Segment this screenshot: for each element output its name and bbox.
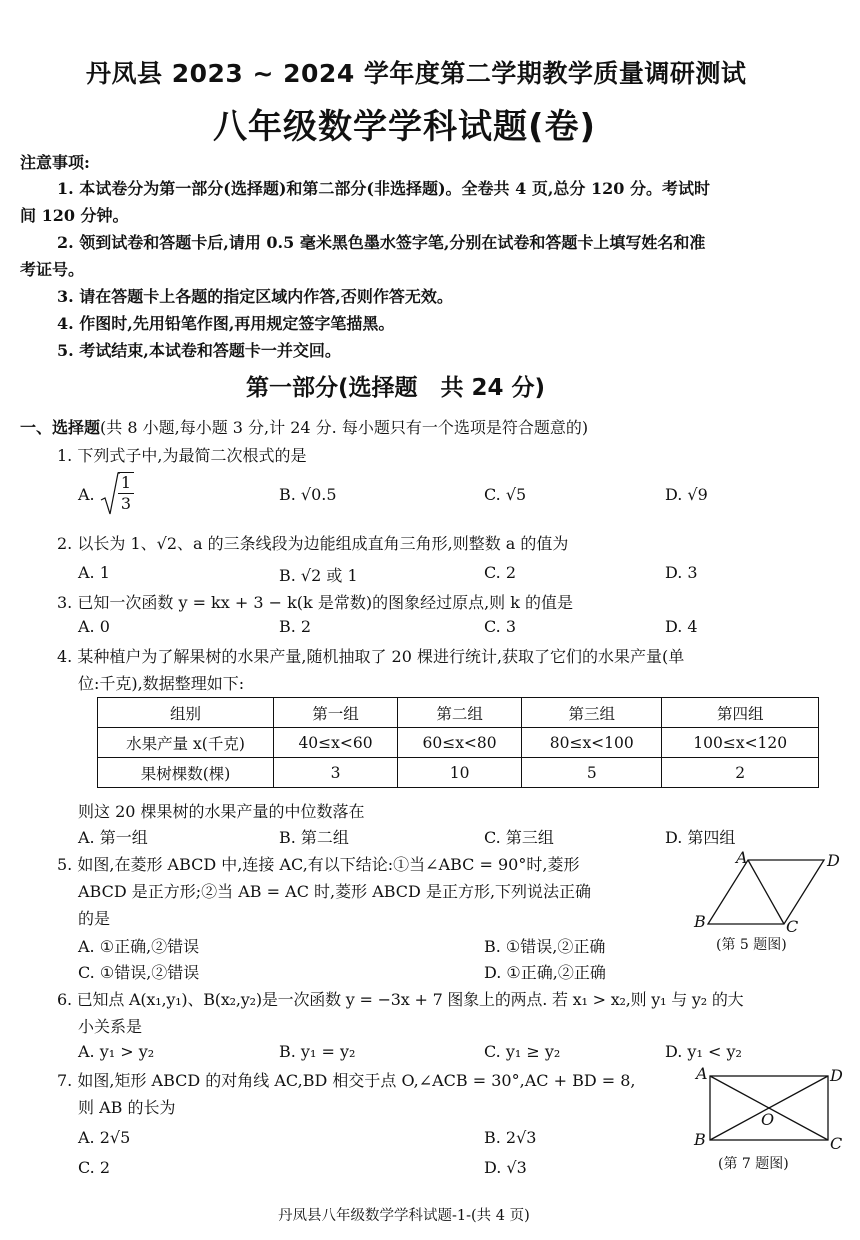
- table-cell: 80≤x<100: [522, 728, 662, 758]
- notice-item-3: 3. 请在答题卡上各题的指定区域内作答,否则作答无效。: [57, 287, 453, 306]
- q4-stem-line1: 4. 某种植户为了解果树的水果产量,随机抽取了 20 棵进行统计,获取了它们的水果产量(单: [57, 647, 685, 666]
- q5-figure-caption: (第 5 题图): [716, 937, 787, 953]
- q5-option-d: D. ①正确,②正确: [484, 963, 606, 982]
- table-cell: 第四组: [662, 698, 819, 728]
- q5-stem-line1: 5. 如图,在菱形 ABCD 中,连接 AC,有以下结论:①当∠ABC = 90°时,菱形: [57, 855, 580, 874]
- q4-stem-line2: 位:千克),数据整理如下:: [78, 674, 245, 693]
- notice-item-1-cont: 间 120 分钟。: [20, 206, 129, 225]
- q5-stem-line3: 的是: [78, 909, 111, 928]
- q2-option-c: C. 2: [484, 563, 517, 582]
- q5-option-b: B. ①错误,②正确: [484, 937, 606, 956]
- q1-fraction-numerator: 1: [118, 473, 134, 494]
- q5-rhombus-drawing: [690, 848, 850, 933]
- notice-item-2-cont: 考证号。: [20, 260, 85, 279]
- q4-option-a: A. 第一组: [78, 828, 148, 847]
- q5-option-c: C. ①错误,②错误: [78, 963, 200, 982]
- table-cell: 2: [662, 758, 819, 788]
- q1-option-c: C. √5: [484, 485, 527, 504]
- q3-option-b: B. 2: [279, 617, 312, 636]
- q6-option-a: A. y₁ > y₂: [78, 1042, 155, 1061]
- q3-stem: 3. 已知一次函数 y = kx + 3 − k(k 是常数)的图象经过原点,则 k 的值是: [57, 593, 574, 612]
- q7-rectangle-figure: [690, 1064, 850, 1176]
- q1-stem: 1. 下列式子中,为最简二次根式的是: [57, 446, 307, 465]
- q2-option-b: B. √2 或 1: [279, 566, 358, 585]
- table-cell: 100≤x<120: [662, 728, 819, 758]
- q1-fraction-denominator: 3: [120, 494, 132, 513]
- q1-option-b: B. √0.5: [279, 485, 337, 504]
- q6-option-d: D. y₁ < y₂: [665, 1042, 742, 1061]
- q7-option-b: B. 2√3: [484, 1128, 537, 1147]
- q7-rectangle-drawing: [690, 1064, 850, 1154]
- section-heading: [20, 415, 588, 438]
- table-cell: 10: [398, 758, 522, 788]
- notice-item-1: 1. 本试卷分为第一部分(选择题)和第二部分(非选择题)。全卷共 4 页,总分 120 分。考试时: [57, 179, 710, 198]
- q2-stem: 2. 以长为 1、√2、a 的三条线段为边能组成直角三角形,则整数 a 的值为: [57, 534, 569, 553]
- q7-option-c: C. 2: [78, 1158, 111, 1177]
- table-cell: 60≤x<80: [398, 728, 522, 758]
- part1-heading: 第一部分(选择题 共 24 分): [246, 375, 546, 401]
- notice-heading: 注意事项:: [20, 153, 90, 172]
- notice-item-5: 5. 考试结束,本试卷和答题卡一并交回。: [57, 341, 341, 360]
- q7-label-d: D: [830, 1066, 843, 1085]
- q7-option-a: A. 2√5: [78, 1128, 131, 1147]
- q4-after-text: 则这 20 棵果树的水果产量的中位数落在: [78, 802, 365, 821]
- q7-label-o: O: [761, 1110, 775, 1129]
- q1-fraction: [118, 472, 134, 514]
- exam-title-line1: 丹凤县 2023 ~ 2024 学年度第二学期教学质量调研测试: [86, 59, 747, 88]
- q3-option-d: D. 4: [665, 617, 698, 636]
- q5-label-c: C: [786, 917, 799, 936]
- q5-stem-line2: ABCD 是正方形;②当 AB = AC 时,菱形 ABCD 是正方形,下列说法正确: [78, 882, 592, 901]
- q7-option-d: D. √3: [484, 1158, 527, 1177]
- q7-stem-line1: 7. 如图,矩形 ABCD 的对角线 AC,BD 相交于点 O,∠ACB = 30°,AC + BD = 8,: [57, 1071, 636, 1090]
- q2-option-a: A. 1: [78, 563, 110, 582]
- q5-option-a: A. ①正确,②错误: [78, 937, 200, 956]
- q5-label-a: A: [736, 848, 748, 867]
- q7-label-c: C: [830, 1134, 843, 1153]
- q5-label-b: B: [694, 912, 706, 931]
- table-cell: 40≤x<60: [274, 728, 398, 758]
- table-cell: 第三组: [522, 698, 662, 728]
- notice-item-2: 2. 领到试卷和答题卡后,请用 0.5 毫米黑色墨水签字笔,分别在试卷和答题卡上填写姓名和准: [57, 233, 706, 252]
- page-footer: 丹凤县八年级数学学科试题-1-(共 4 页): [278, 1208, 530, 1224]
- q7-stem-line2: 则 AB 的长为: [78, 1098, 176, 1117]
- q6-stem-line2: 小关系是: [78, 1017, 143, 1036]
- table-row: [98, 698, 819, 728]
- q7-label-b: B: [694, 1130, 706, 1149]
- q5-rhombus-figure: [690, 848, 850, 954]
- table-cell: 第二组: [398, 698, 522, 728]
- q6-stem-line1: 6. 已知点 A(x₁,y₁)、B(x₂,y₂)是一次函数 y = −3x + 7 图象上的两点. 若 x₁ > x₂,则 y₁ 与 y₂ 的大: [57, 990, 744, 1009]
- q4-data-table: [97, 697, 819, 788]
- q4-option-c: C. 第三组: [484, 828, 554, 847]
- q6-option-b: B. y₁ = y₂: [279, 1042, 356, 1061]
- q6-option-c: C. y₁ ≥ y₂: [484, 1042, 561, 1061]
- table-cell: 水果产量 x(千克): [98, 728, 274, 758]
- section-note: (共 8 小题,每小题 3 分,计 24 分. 每小题只有一个选项是符合题意的): [100, 418, 589, 437]
- q3-option-c: C. 3: [484, 617, 517, 636]
- table-cell: 组别: [98, 698, 274, 728]
- q1-option-d: D. √9: [665, 485, 708, 504]
- q4-option-d: D. 第四组: [665, 828, 736, 847]
- table-cell: 3: [274, 758, 398, 788]
- q4-option-b: B. 第二组: [279, 828, 349, 847]
- notice-item-4: 4. 作图时,先用铅笔作图,再用规定签字笔描黑。: [57, 314, 395, 333]
- table-row: [98, 758, 819, 788]
- q1-option-a-prefix: A.: [78, 485, 95, 504]
- table-cell: 第一组: [274, 698, 398, 728]
- q7-figure-caption: (第 7 题图): [718, 1156, 789, 1172]
- table-cell: 5: [522, 758, 662, 788]
- q1-radical-sign: [100, 472, 120, 516]
- table-row: [98, 728, 819, 758]
- exam-title-line2: 八年级数学学科试题(卷): [213, 107, 597, 147]
- section-label: 一、选择题: [20, 418, 101, 437]
- q7-label-a: A: [696, 1064, 708, 1083]
- q5-label-d: D: [827, 851, 840, 870]
- q3-option-a: A. 0: [78, 617, 110, 636]
- table-cell: 果树棵数(棵): [98, 758, 274, 788]
- q2-option-d: D. 3: [665, 563, 698, 582]
